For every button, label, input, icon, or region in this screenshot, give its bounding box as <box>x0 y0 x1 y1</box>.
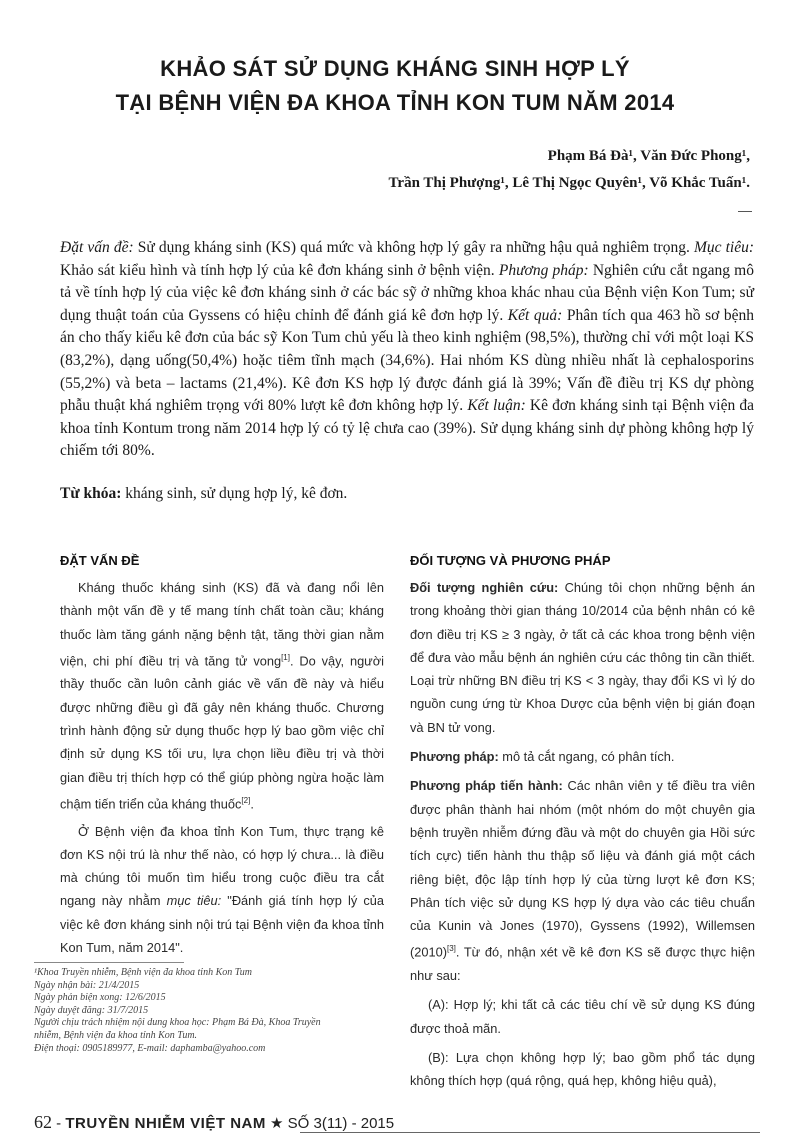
footnote-responsible-cont: nhiễm, Bệnh viện đa khoa tỉnh Kon Tum. <box>34 1029 198 1041</box>
intro-p1-text: Kháng thuốc kháng sinh (KS) đã và đang nổi lên thành một vấn đề y tế mang tính chất toàn cầu; kháng thuốc làm tăng gánh nặng bệnh tật, tăng thời gian nằm viện, chi phí điều trị và tăng tử vong <box>60 580 384 669</box>
intro-paragraph-2 <box>60 820 384 960</box>
authors-line-2: Trần Thị Phượng¹, Lê Thị Ngọc Quyên¹, Võ Khắc Tuấn¹. <box>388 175 750 191</box>
abstract <box>60 237 754 463</box>
paper-title-line-1: KHẢO SÁT SỬ DỤNG KHÁNG SINH HỢP LÝ <box>160 56 630 81</box>
keywords <box>60 485 754 503</box>
abstract-objective-label: Mục tiêu: <box>693 239 754 256</box>
procedure-paragraph <box>410 774 755 987</box>
abstract-result-label: Kết quả: <box>507 306 563 324</box>
abstract-conclusion-label: Kết luận: <box>467 397 526 415</box>
intro-p2-tail: "Đánh giá tính hợp lý của việc kê đơn kháng sinh nội trú tại Bệnh viện đa khoa tỉnh Kon Tum, năm 2014". <box>60 893 384 955</box>
citation-ref: [2] <box>241 795 251 805</box>
intro-p1-end: . <box>250 796 254 812</box>
abstract-method-label: Phương pháp: <box>498 261 589 279</box>
intro-p2-objective-label: mục tiêu: <box>166 893 222 909</box>
page-number: 62 <box>34 1112 52 1132</box>
subjects-text: Chúng tôi chọn những bệnh án trong khoảng thời gian tháng 10/2014 của bệnh nhân có kê đơn điều trị KS ≥ 3 ngày, ở tất cả các khoa trong bệnh viện để đưa vào mẫu bệnh án nghiên cứu các thông tin cần thiết. Loại trừ những BN điều trị KS < 3 ngày, thay đổi KS vì lý do nguồn cung ứng từ Khoa Dược của bệnh viện bị gián đoạn và BN tử vong. <box>410 580 755 735</box>
method-paragraph <box>410 745 755 768</box>
citation-ref: [3] <box>447 944 456 954</box>
intro-paragraph-1 <box>60 576 384 816</box>
footnote-responsible: Người chịu trách nhiệm nội dung khoa học: Phạm Bá Đà, Khoa Truyền <box>34 1017 321 1029</box>
abstract-method-text: Nghiên cứu cắt ngang mô tả về tính hợp lý của việc kê đơn kháng sinh ở các bác sỹ ở những khoa khác nhau của Bệnh viện Kon Tum; sử dụng thuật toán của Gyssens có hiệu chỉnh để đánh giá kê đơn hợp lý. <box>60 261 754 324</box>
header-rule <box>738 211 752 212</box>
footnote-affiliation: ¹Khoa Truyền nhiễm, Bệnh viện đa khoa tỉnh Kon Tum <box>34 967 252 978</box>
left-column <box>60 576 384 959</box>
journal-name: TRUYỀN NHIỄM VIỆT NAM <box>65 1115 266 1132</box>
paper-title-line-2: TẠI BỆNH VIỆN ĐA KHOA TỈNH KON TUM NĂM 2014 <box>115 90 675 115</box>
keywords-label: Từ khóa: <box>60 485 122 502</box>
abstract-background-label: Đặt vấn đề: <box>60 239 134 256</box>
citation-ref: [1] <box>281 652 290 662</box>
journal-issue: SỐ 3(11) - 2015 <box>287 1115 395 1132</box>
footnote-received: Ngày nhận bài: 21/4/2015 <box>34 979 140 991</box>
page-footer: 62 - TRUYỀN NHIỄM VIỆT NAM ★ SỐ 3(11) - 2015 <box>34 1112 395 1132</box>
section-heading-methods: ĐỐI TƯỢNG VÀ PHƯƠNG PHÁP <box>410 553 611 568</box>
procedure-label: Phương pháp tiến hành: <box>410 778 563 794</box>
section-heading-introduction: ĐẶT VẤN ĐỀ <box>60 553 140 568</box>
star-icon: ★ <box>270 1115 284 1132</box>
abstract-objective-text: Khảo sát kiểu hình và tính hợp lý của kê đơn kháng sinh ở bệnh viện. <box>60 261 499 279</box>
abstract-result-text: Phân tích qua 463 hồ sơ bệnh án cho thấy kiểu kê đơn của bác sỹ Kon Tum chủ yếu là theo kinh nghiệm (98,5%), thường chỉ với một loại KS (83,2%), dạng uống(50,4%) hoặc tiêm tĩnh mạch (34,6%). Hai nhóm KS dùng nhiều nhất là cephalosporins (55,2%) và beta – lactams (21,4%). Kê đơn KS hợp lý được đánh giá là 39%; Vấn đề điều trị KS dự phòng phẫu thuật khá nghiêm trọng với 80% lượt kê đơn không hợp lý. <box>60 306 755 415</box>
footer-rule <box>300 1132 760 1133</box>
authors-line-1: Phạm Bá Đà¹, Văn Đức Phong¹, <box>547 148 750 164</box>
footnote-contact: Điện thoại: 0905189977, E-mail: daphamba@yahoo.com <box>34 1042 266 1054</box>
method-label: Phương pháp: <box>410 749 499 765</box>
criteria-item-b: (B): Lựa chọn không hợp lý; bao gồm phổ tác dụng không thích hợp (quá rộng, quá hẹp, không hiệu quả), <box>410 1049 755 1089</box>
footnote-reviewed: Ngày phản biện xong: 12/6/2015 <box>34 992 166 1004</box>
right-column <box>410 576 755 1093</box>
abstract-background-text: Sử dụng kháng sinh (KS) quá mức và không hợp lý gây ra những hậu quả nghiêm trọng. <box>133 239 694 256</box>
procedure-tail: . Từ đó, nhận xét về kê đơn KS sẽ được thực hiện như sau: <box>410 944 755 984</box>
intro-p2-text: Ở Bệnh viện đa khoa tỉnh Kon Tum, thực trạng kê đơn KS nội trú là như thế nào, có hợp lý chưa... là điều mà chúng tôi muốn tìm hiểu trong cuộc điều tra cắt ngang này nhằm <box>60 823 384 909</box>
criteria-item-a: (A): Hợp lý; khi tất cả các tiêu chí về sử dụng KS đúng được thoả mãn. <box>410 997 755 1036</box>
abstract-conclusion-text: Kê đơn kháng sinh tại Bệnh viện đa khoa tỉnh Kontum trong năm 2014 hợp lý có tỷ lệ chưa cao (39%). Sử dụng kháng sinh dự phòng không hợp lý chiếm tới 80%. <box>60 397 754 460</box>
keywords-text: kháng sinh, sử dụng hợp lý, kê đơn. <box>121 485 348 502</box>
subjects-paragraph <box>410 576 755 739</box>
subjects-label: Đối tượng nghiên cứu: <box>410 580 559 595</box>
procedure-text: Các nhân viên y tế điều tra viên được phân thành hai nhóm (một nhóm do một chuyên gia bệnh truyền nhiễm đứng đầu và một do chuyên gia Hồi sức tích cực) tiến hành thu thập số liệu và đánh giá một cách riêng biệt, độc lập tính hợp lý của từng lượt kê đơn KS; Phân tích việc sử dụng KS hợp lý dựa vào các tiêu chuẩn của Kunin và Jones (1970), Gyssens (1992), Willemsen (2010) <box>410 778 755 960</box>
intro-p1-tail: . Do vậy, người thầy thuốc cần luôn cảnh giác về vấn đề này và hiểu được những điều gì đã gây nên kháng thuốc. Chương trình hành động sử dụng thuốc hợp lý bao gồm việc chỉ định sử dụng KS tối ưu, lựa chọn liều điều trị và thời gian điều trị thích hợp có thể giúp phòng ngừa hoặc làm chậm tiến triển của kháng thuốc <box>60 653 384 812</box>
method-text: mô tả cắt ngang, có phân tích. <box>498 749 675 765</box>
footnote-divider <box>34 962 184 963</box>
footnote-accepted: Ngày duyệt đăng: 31/7/2015 <box>34 1004 149 1016</box>
footnotes <box>34 967 389 1055</box>
